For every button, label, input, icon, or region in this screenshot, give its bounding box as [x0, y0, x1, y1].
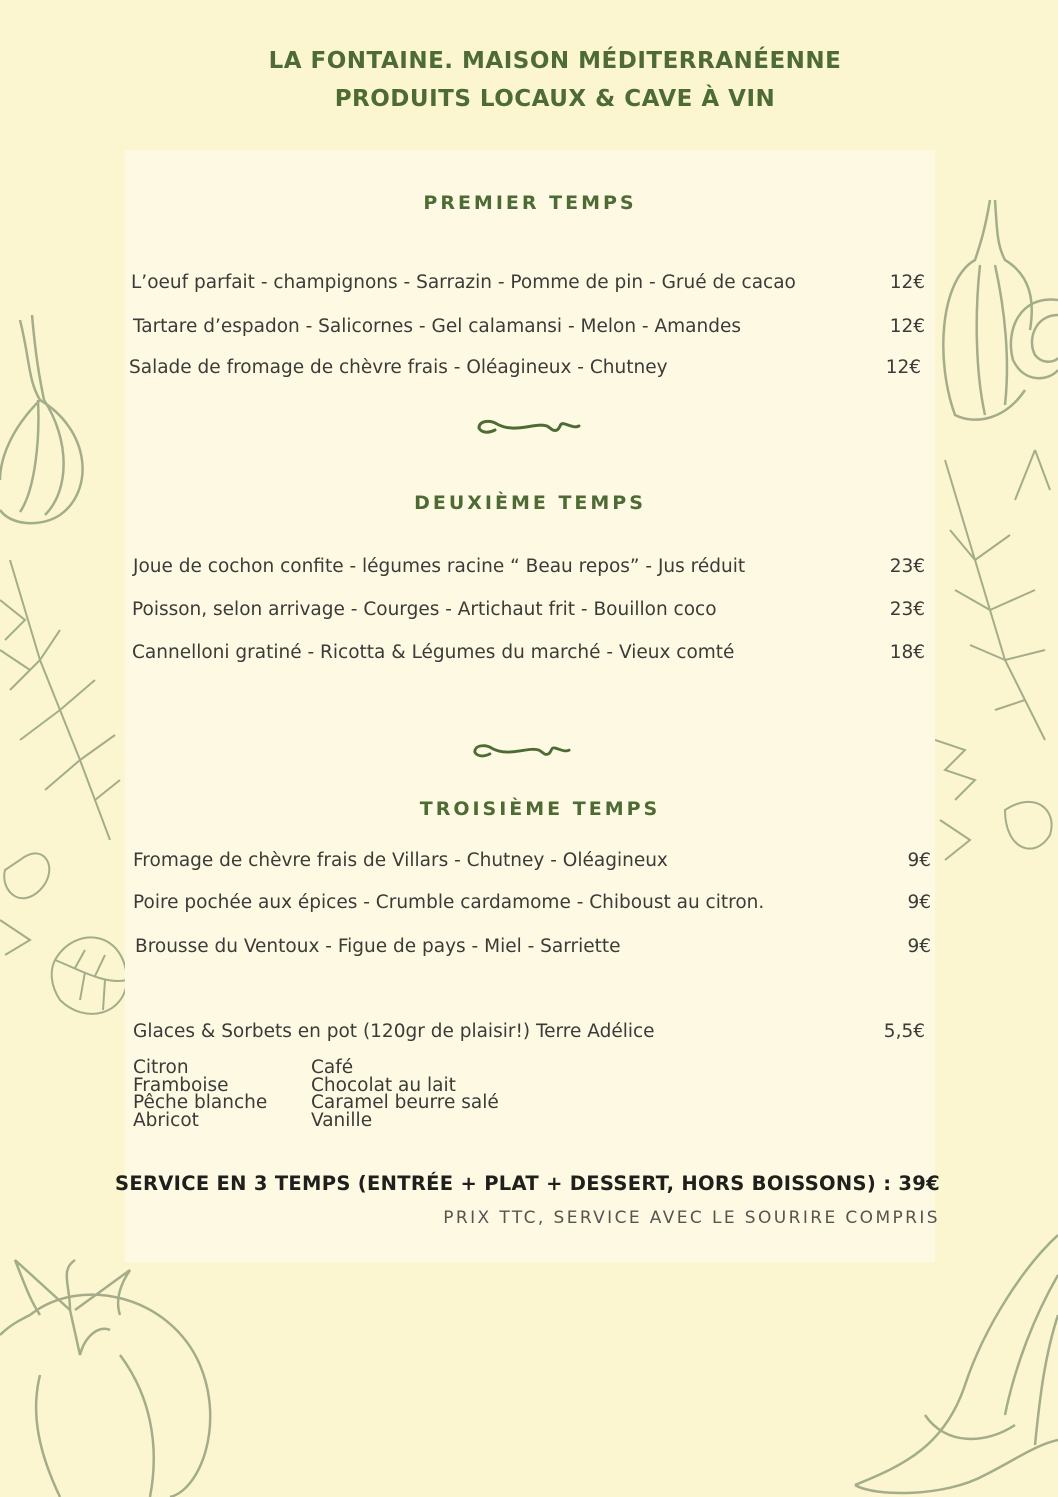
flavor: Pêche blanche	[133, 1092, 268, 1113]
menu-item: L’oeuf parfait - champignons - Sarrazin - Pomme de pin - Grué de cacao	[131, 272, 796, 293]
section-title-deuxieme-temps: DEUXIÈME TEMPS	[414, 492, 646, 514]
menu-item-price: 12€	[889, 316, 925, 337]
menu-item-price: 9€	[907, 892, 931, 913]
herb-sprig-right-illustration	[935, 440, 1058, 900]
menu-item-price: 23€	[889, 599, 925, 620]
restaurant-header	[0, 42, 1058, 118]
menu-item-price: 18€	[889, 642, 925, 663]
flavor: Citron	[133, 1057, 189, 1078]
flavor: Chocolat au lait	[311, 1074, 456, 1096]
service-formula: SERVICE EN 3 TEMPS (ENTRÉE + PLAT + DESSERT, HORS BOISSONS) : 39€	[114, 1172, 940, 1195]
menu-item-price: 9€	[907, 936, 931, 957]
flavor: Café	[311, 1057, 354, 1078]
flavor: Vanille	[311, 1109, 373, 1131]
header-line-1: LA FONTAINE. MAISON MÉDITERRANÉENNE	[268, 48, 842, 74]
flavor: Framboise	[133, 1074, 229, 1096]
menu-item: Salade de fromage de chèvre frais - Oléagineux - Chutney	[129, 357, 668, 378]
flavors-list-1	[133, 1059, 267, 1129]
menu-item-price: 23€	[889, 556, 925, 577]
menu-item: Brousse du Ventoux - Figue de pays - Miel - Sarriette	[135, 936, 621, 957]
tomato-illustration	[0, 1255, 220, 1497]
flavors-list-2	[311, 1059, 499, 1129]
menu-item: Joue de cochon confite - légumes racine “ Beau repos” - Jus réduit	[133, 556, 746, 577]
menu-item-price: 12€	[885, 357, 921, 378]
section-title-troisieme-temps: TROISIÈME TEMPS	[419, 798, 661, 820]
flavor: Caramel beurre salé	[311, 1092, 499, 1113]
menu-item: Poire pochée aux épices - Crumble cardamome - Chiboust au citron.	[133, 892, 765, 913]
ice-cream-item: Glaces & Sorbets en pot (120gr de plaisir!) Terre Adélice	[133, 1021, 655, 1042]
menu-card	[125, 150, 935, 1262]
herb-sprig-left-illustration	[0, 540, 130, 960]
menu-item: Poisson, selon arrivage - Courges - Artichaut frit - Bouillon coco	[132, 599, 717, 620]
menu-item-price: 12€	[889, 272, 925, 293]
ornament-divider	[475, 416, 581, 440]
menu-item: Cannelloni gratiné - Ricotta & Légumes du marché - Vieux comté	[132, 642, 735, 663]
leaf-illustration	[45, 920, 130, 1030]
ice-cream-price: 5,5€	[883, 1021, 925, 1042]
onion-illustration	[935, 190, 1058, 430]
ornament-divider	[471, 740, 571, 764]
header-line-2: PRODUITS LOCAUX & CAVE À VIN	[334, 86, 776, 112]
menu-item: Fromage de chèvre frais de Villars - Chutney - Oléagineux	[133, 850, 668, 871]
menu-item: Tartare d’espadon - Salicornes - Gel calamansi - Melon - Amandes	[133, 316, 741, 337]
section-title-premier-temps: PREMIER TEMPS	[423, 192, 637, 214]
garlic-illustration	[0, 300, 100, 540]
menu-item-price: 9€	[907, 850, 931, 871]
price-note: PRIX TTC, SERVICE AVEC LE SOURIRE COMPRIS	[443, 1208, 940, 1228]
flavor: Abricot	[133, 1109, 199, 1131]
